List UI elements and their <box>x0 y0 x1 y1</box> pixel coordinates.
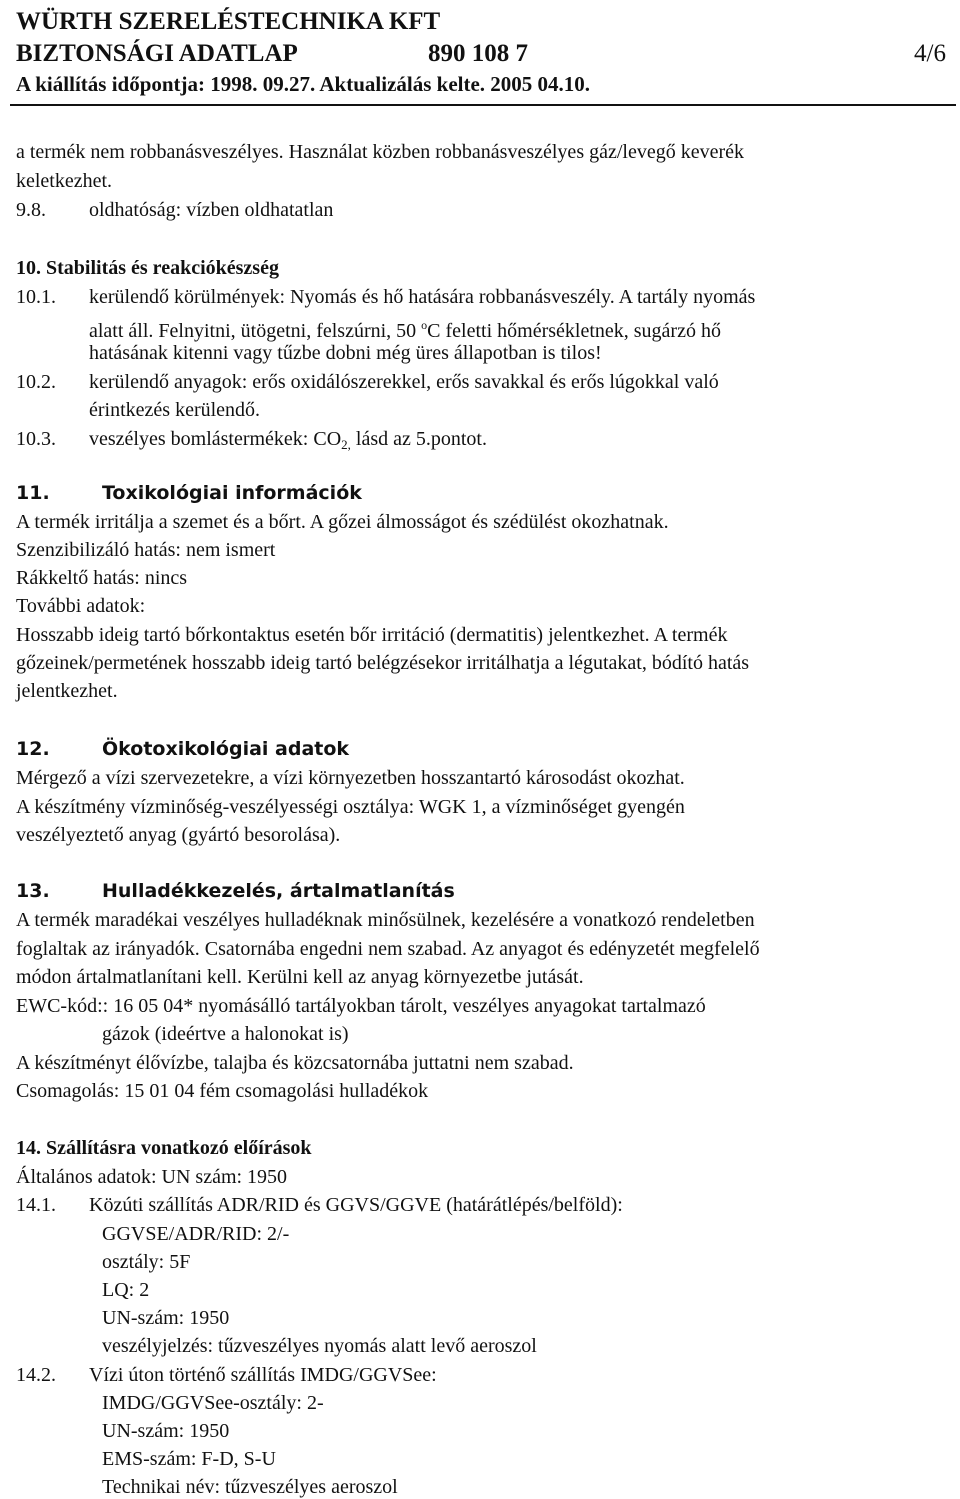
s14-1-detail: veszélyjelzés: tűzveszélyes nyomás alatt levő aeroszol <box>102 1335 537 1357</box>
item-title: Közúti szállítás ADR/RID és GGVS/GGVE (határátlépés/belföld): <box>89 1194 623 1216</box>
item-line-1: kerülendő anyagok: erős oxidálószerekkel, erős savakkal és erős lúgokkal való <box>89 371 719 393</box>
s14-1-detail: GGVSE/ADR/RID: 2/- <box>102 1223 290 1245</box>
s12-line: A készítmény vízminőség-veszélyességi osztálya: WGK 1, a vízminőséget gyengén <box>16 796 685 818</box>
section-number: 12. <box>16 738 50 760</box>
item-number: 10.1. <box>16 286 56 308</box>
s14-2-detail: IMDG/GGVSee-osztály: 2- <box>102 1392 324 1414</box>
s14-1-detail: UN-szám: 1950 <box>102 1307 230 1329</box>
text-part: veszélyes bomlástermékek: CO <box>89 428 342 450</box>
text-part: alatt áll. Felnyitni, ütögetni, felszúrni, 50 <box>89 320 422 342</box>
s14-2-detail: Technikai név: tűzveszélyes aeroszol <box>102 1476 398 1498</box>
s14-2-detail: UN-szám: 1950 <box>102 1420 230 1442</box>
s10-item-1-line-3: hatásának kitenni vagy tűzbe dobni még üres állapotban is tilos! <box>89 342 602 364</box>
text-part: C feletti hőmérsékletnek, sugárzó hő <box>427 320 721 342</box>
s13-line: A készítményt élővízbe, talajba és közcsatornába juttatni nem szabad. <box>16 1052 574 1074</box>
company-name: WÜRTH SZERELÉSTECHNIKA KFT <box>16 8 441 35</box>
text-part: lásd az 5.pontot. <box>350 428 487 450</box>
s10-item-1-line-2 <box>89 313 721 343</box>
s13-line: foglaltak az irányadók. Csatornába engedni nem szabad. Az anyagot és edényzetét megfelelő <box>16 938 760 960</box>
s14-1-detail: LQ: 2 <box>102 1279 150 1301</box>
s13-line: módon ártalmatlanítani kell. Kerülni kell az anyag környezetbe jutását. <box>16 966 584 988</box>
s14-2-detail: EMS-szám: F-D, S-U <box>102 1448 276 1470</box>
s11-line: gőzeinek/permetének hosszabb ideig tartó belégzésekor irritálhatja a légutakat, bódító hatás <box>16 652 750 674</box>
section-number: 13. <box>16 880 50 902</box>
section-11-title <box>16 481 362 505</box>
item-text <box>89 427 487 457</box>
section-13-title <box>16 879 455 903</box>
s14-1-detail: osztály: 5F <box>102 1251 191 1273</box>
section-title-text: Ökotoxikológiai adatok <box>102 738 350 760</box>
s13-line: A termék maradékai veszélyes hulladéknak minősülnek, kezelésére a vonatkozó rendeletben <box>16 909 755 931</box>
document-header <box>10 4 956 106</box>
item-number: 9.8. <box>16 199 46 221</box>
item-text: oldhatóság: vízben oldhatatlan <box>89 199 334 221</box>
item-number: 10.2. <box>16 371 56 393</box>
section-10-title: 10. Stabilitás és reakciókészség <box>16 257 279 279</box>
s11-line: jelentkezhet. <box>16 680 118 702</box>
issue-dates: A kiállítás időpontja: 1998. 09.27. Aktualizálás kelte. 2005 04.10. <box>16 72 591 96</box>
s9-cont-line-2: keletkezhet. <box>16 170 113 192</box>
s11-line: További adatok: <box>16 595 146 617</box>
s11-line: Szenzibilizáló hatás: nem ismert <box>16 539 276 561</box>
section-14-title: 14. Szállításra vonatkozó előírások <box>16 1137 312 1159</box>
item-number: 14.2. <box>16 1364 56 1386</box>
s13-line: Csomagolás: 15 01 04 fém csomagolási hulladékok <box>16 1080 429 1102</box>
s12-line: veszélyeztető anyag (gyártó besorolása). <box>16 824 341 846</box>
item-title: Vízi úton történő szállítás IMDG/GGVSee: <box>89 1364 437 1386</box>
s13-line: EWC-kód:: 16 05 04* nyomásálló tartályokban tárolt, veszélyes anyagokat tartalmazó <box>16 995 706 1017</box>
s12-line: Mérgező a vízi szervezetekre, a vízi környezetben hosszantartó károsodást okozhat. <box>16 767 685 789</box>
section-number: 11. <box>16 482 50 504</box>
degree-sup: o <box>421 318 428 332</box>
document-type: BIZTONSÁGI ADATLAP <box>16 40 298 67</box>
item-number: 10.3. <box>16 428 56 450</box>
section-title-text: Hulladékkezelés, ártalmatlanítás <box>102 880 455 902</box>
s9-cont-line-1: a termék nem robbanásveszélyes. Használat közben robbanásveszélyes gáz/levegő keverék <box>16 141 745 163</box>
section-title-text: Toxikológiai információk <box>102 482 362 504</box>
s11-line: A termék irritálja a szemet és a bőrt. A gőzei álmosságot és szédülést okozhatnak. <box>16 511 669 533</box>
s13-ewc-continuation: gázok (ideértve a halonokat is) <box>102 1023 349 1045</box>
document-number: 890 108 7 <box>428 40 528 67</box>
item-line-1: kerülendő körülmények: Nyomás és hő hatására robbanásveszély. A tartály nyomás <box>89 286 756 308</box>
page-number: 4/6 <box>914 40 946 67</box>
s11-line: Hosszabb ideig tartó bőrkontaktus esetén bőr irritáció (dermatitis) jelentkezhet. A termék <box>16 624 728 646</box>
subscript: 2, <box>341 437 351 452</box>
s14-general: Általános adatok: UN szám: 1950 <box>16 1166 288 1188</box>
s11-line: Rákkeltő hatás: nincs <box>16 567 188 589</box>
s10-item-2-line-2: érintkezés kerülendő. <box>89 399 261 421</box>
item-number: 14.1. <box>16 1194 56 1216</box>
section-12-title <box>16 737 349 761</box>
